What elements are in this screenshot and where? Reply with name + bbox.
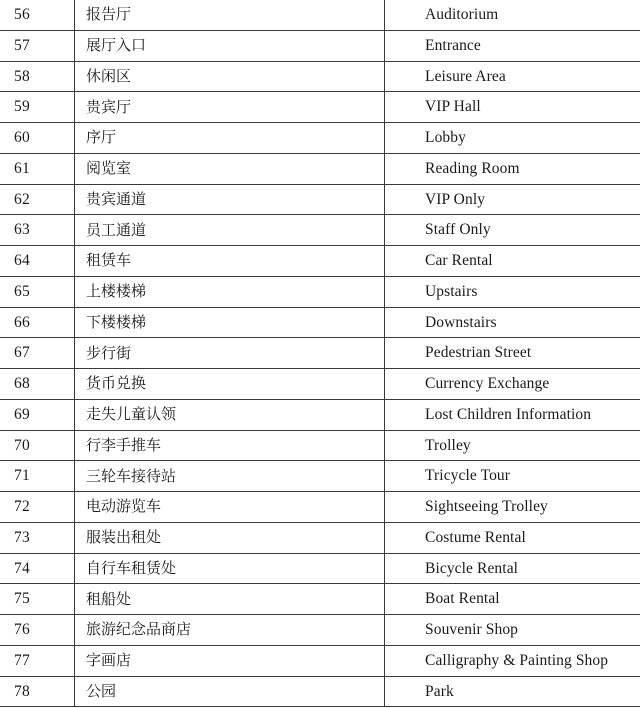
row-number: 66: [0, 307, 75, 338]
row-number: 57: [0, 30, 75, 61]
row-number: 58: [0, 61, 75, 92]
row-number: 76: [0, 615, 75, 646]
english-term: Tricycle Tour: [385, 461, 640, 492]
row-number: 62: [0, 184, 75, 215]
row-number: 73: [0, 522, 75, 553]
row-number: 70: [0, 430, 75, 461]
table-row: [0, 492, 640, 523]
row-number: 72: [0, 492, 75, 523]
row-number: 63: [0, 215, 75, 246]
row-number: 59: [0, 92, 75, 123]
english-term: Downstairs: [385, 307, 640, 338]
table-row: [0, 399, 640, 430]
english-term: Bicycle Rental: [385, 553, 640, 584]
chinese-term: 贵宾厅: [75, 92, 385, 123]
chinese-term: 字画店: [75, 645, 385, 676]
chinese-term: 租赁车: [75, 246, 385, 277]
table-row: [0, 246, 640, 277]
chinese-term: 报告厅: [75, 0, 385, 30]
table-row: [0, 338, 640, 369]
chinese-term: 展厅入口: [75, 30, 385, 61]
english-term: Lost Children Information: [385, 399, 640, 430]
row-number: 65: [0, 276, 75, 307]
table-row: [0, 584, 640, 615]
table-row: [0, 369, 640, 400]
english-term: Auditorium: [385, 0, 640, 30]
chinese-term: 阅览室: [75, 153, 385, 184]
chinese-term: 服装出租处: [75, 522, 385, 553]
chinese-term: 行李手推车: [75, 430, 385, 461]
table-row: [0, 676, 640, 707]
chinese-term: 三轮车接待站: [75, 461, 385, 492]
table-row: [0, 30, 640, 61]
row-number: 69: [0, 399, 75, 430]
chinese-term: 下楼楼梯: [75, 307, 385, 338]
chinese-term: 员工通道: [75, 215, 385, 246]
chinese-term: 货币兑换: [75, 369, 385, 400]
table-row: [0, 307, 640, 338]
table-row: [0, 153, 640, 184]
row-number: 56: [0, 0, 75, 30]
table-row: [0, 522, 640, 553]
row-number: 64: [0, 246, 75, 277]
table-row: [0, 615, 640, 646]
table-row: [0, 0, 640, 30]
chinese-term: 贵宾通道: [75, 184, 385, 215]
table-row: [0, 61, 640, 92]
chinese-term: 休闲区: [75, 61, 385, 92]
english-term: Leisure Area: [385, 61, 640, 92]
english-term: Boat Rental: [385, 584, 640, 615]
row-number: 61: [0, 153, 75, 184]
row-number: 77: [0, 645, 75, 676]
english-term: Calligraphy & Painting Shop: [385, 645, 640, 676]
table-row: [0, 215, 640, 246]
table-row: [0, 553, 640, 584]
chinese-term: 上楼楼梯: [75, 276, 385, 307]
table-row: [0, 276, 640, 307]
row-number: 68: [0, 369, 75, 400]
english-term: Car Rental: [385, 246, 640, 277]
row-number: 67: [0, 338, 75, 369]
row-number: 78: [0, 676, 75, 707]
english-term: Entrance: [385, 30, 640, 61]
chinese-term: 电动游览车: [75, 492, 385, 523]
chinese-term: 步行街: [75, 338, 385, 369]
english-term: Upstairs: [385, 276, 640, 307]
row-number: 71: [0, 461, 75, 492]
chinese-term: 旅游纪念品商店: [75, 615, 385, 646]
english-term: Costume Rental: [385, 522, 640, 553]
english-term: VIP Hall: [385, 92, 640, 123]
english-term: Currency Exchange: [385, 369, 640, 400]
table-row: [0, 461, 640, 492]
row-number: 60: [0, 123, 75, 154]
chinese-term: 租船处: [75, 584, 385, 615]
row-number: 75: [0, 584, 75, 615]
english-term: Reading Room: [385, 153, 640, 184]
english-term: Lobby: [385, 123, 640, 154]
row-number: 74: [0, 553, 75, 584]
table-row: [0, 430, 640, 461]
chinese-term: 走失儿童认领: [75, 399, 385, 430]
english-term: Pedestrian Street: [385, 338, 640, 369]
table-row: [0, 123, 640, 154]
chinese-term: 序厅: [75, 123, 385, 154]
chinese-term: 公园: [75, 676, 385, 707]
english-term: Trolley: [385, 430, 640, 461]
english-term: VIP Only: [385, 184, 640, 215]
english-term: Souvenir Shop: [385, 615, 640, 646]
english-term: Sightseeing Trolley: [385, 492, 640, 523]
chinese-term: 自行车租赁处: [75, 553, 385, 584]
english-term: Park: [385, 676, 640, 707]
english-term: Staff Only: [385, 215, 640, 246]
table-row: [0, 645, 640, 676]
table-row: [0, 184, 640, 215]
table-row: [0, 92, 640, 123]
